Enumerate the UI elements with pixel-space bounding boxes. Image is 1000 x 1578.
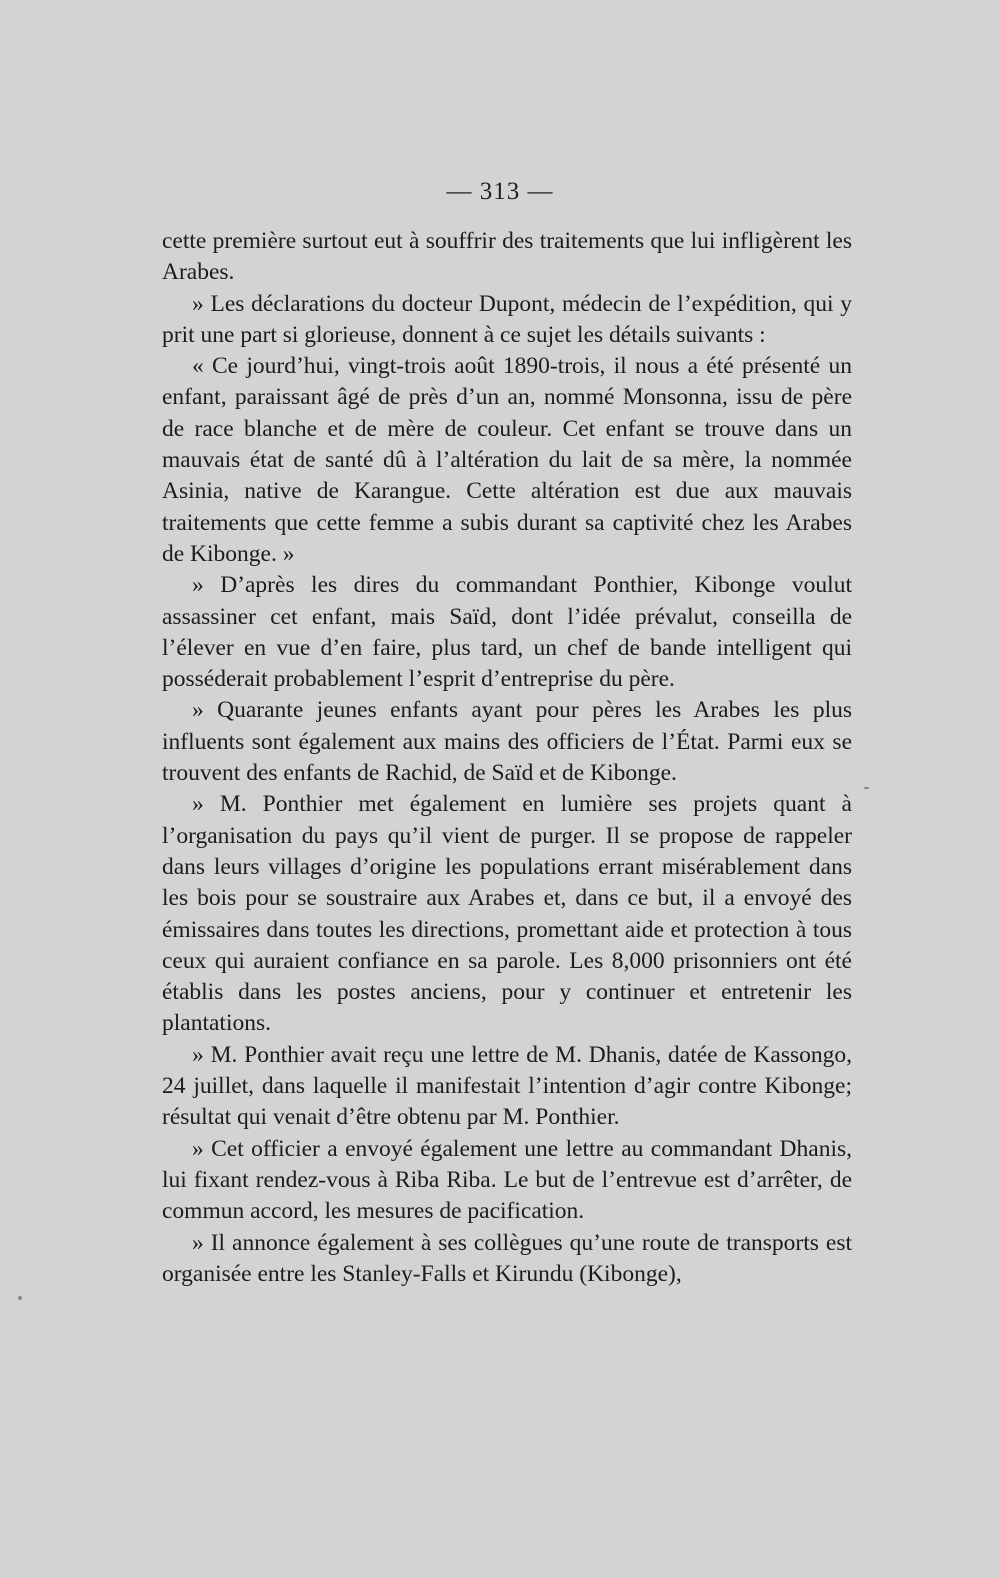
paragraph-7: » M. Ponthier avait reçu une lettre de M. Dhanis, datée de Kassongo, 24 juillet, dans laquelle il manifestait l’intention d’agir contre Kibonge; résultat qui venait d’être obtenu par M. Ponthier. bbox=[162, 1041, 852, 1131]
paragraph-2: » Les déclarations du docteur Dupont, médecin de l’expédition, qui y prit une part si glorieuse, donnent à ce sujet les détails suivants : bbox=[162, 290, 852, 348]
paragraph-1: cette première surtout eut à souffrir des traitements que lui infligèrent les Arabes. bbox=[162, 228, 852, 286]
paragraph-6: » M. Ponthier met également en lumière ses projets quant à l’organisation du pays qu’il vient de purger. Il se propose de rappeler dans leurs villages d’origine les populations errant misérablement dans les bois pour se soustraire aux Arabes et, dans ce but, il a envoyé des émissaires dans toutes les directions, promettant aide et protection à tous ceux qui auraient confiance en sa parole. Les 8,000 prisonniers ont été établis dans les postes anciens, pour y continuer et entretenir les plantations. bbox=[162, 791, 852, 1037]
paragraph-9: » Il annonce également à ses collègues qu’une route de transports est organisée entre les Stanley-Falls et Kirundu (Kibonge), bbox=[162, 1229, 852, 1287]
paragraph-3: « Ce jourd’hui, vingt-trois août 1890-trois, il nous a été présenté un enfant, paraissant âgé de près d’un an, nommé Monsonna, issu de père de race blanche et de mère de couleur. Cet enfant se trouve dans un mauvais état de santé dû à l’altération du lait de sa mère, la nommée Asinia, native de Karangue. Cette altération est due aux mauvais traitements que cette femme a subis durant sa captivité chez les Arabes de Kibonge. » bbox=[162, 353, 852, 567]
paragraph-5: » Quarante jeunes enfants ayant pour pères les Arabes les plus influents sont également aux mains des officiers de l’État. Parmi eux se trouvent des enfants de Rachid, de Saïd et de Kibonge. bbox=[162, 697, 852, 787]
paper-speck bbox=[18, 1296, 22, 1300]
paragraph-8: » Cet officier a envoyé également une lettre au commandant Dhanis, lui fixant rendez-vous à Riba Riba. Le but de l’entrevue est d’arrêter, de commun accord, les mesures de pacification. bbox=[162, 1135, 852, 1225]
page-number: — 313 — bbox=[446, 178, 554, 205]
paragraph-4: » D’après les dires du commandant Ponthier, Kibonge voulut assassiner cet enfant, mais Saïd, dont l’idée prévalut, conseilla de l’élever en vue d’en faire, plus tard, un chef de bande intelligent qui posséderait probablement l’esprit d’entreprise du père. bbox=[162, 572, 852, 693]
paper-speck bbox=[864, 787, 869, 789]
body-text bbox=[162, 226, 852, 1290]
